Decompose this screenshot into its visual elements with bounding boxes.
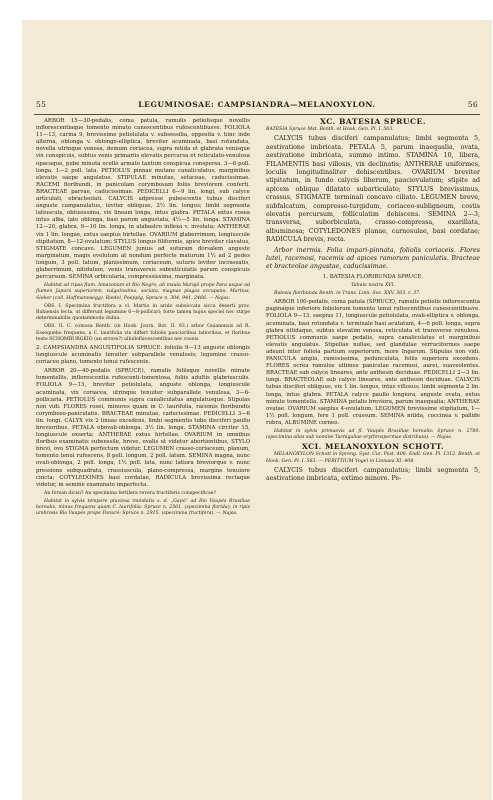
habitat-note-2: Habitat in sylvis tempore pluviosa inundatis s. d. „Gapó“ ad Rio Vaupés Brasiliae borealis, minus frequens quam C. laurifolia: Spruce n. 2561. (specimina florida); in ripis umbrosis Rio Vaupés prope Panuré: Spruce n. 2915. (specimina fructifera). — Najas. (36, 499, 250, 517)
query-note: An forsan dicisi? An specimina fertilera revera fructiferis conspecificae? (44, 490, 217, 496)
running-header (36, 100, 478, 109)
genus-diagnosis-2: CALYCIS tubus disciferi campanulatus; limbi segmenta 5, aestivatione imbricata, extimo minore. Pe- (266, 466, 480, 483)
plate-reference: Tabula nostra XVI. (350, 282, 396, 288)
genus-diagnosis: CALYCIS tubus disciferi campanulatus; limbi segmenta 5, aestivatione imbricata. PETALA 5, parum inaequalia, ovata, aestivatione imbricata, summo intimo. STAMINA 10, libera, FILAMENTIS basi villosis, vix declinatis; ANTHERAE uniformes, loculis longitudinaliter dehiscentibus. OVARIUM breviter stipitatum, in fundo calycis liberum, pauciovulatum; stipite ad apicem oblique dilatato subarticulato; STYLUS brevissimus, crassus, STIGMATE terminali concavo ciliato. LEGUMEN breve, subfalcatum, compresso-turgidum, coriaceo-subligneum, costis elevatis percursum, folliculatim dehiscens. SEMINA 2—3, transversa, suborbiculata, crasso-compressa, exarillata, albuminosa; COTYLEDONES planae, carnosulae, basi cordatae; RADICULA brevis, recta. (266, 135, 480, 244)
habitat-note: Habitat ad ripas flum. Amazonum et Rio Negro, ab insula Marajó prope Para usque ad flumen Japura superiorem, vulgatissima, sociata, magnas plagas occupans: Martius, Sieber (coll. Hoffmannsegg), Riedel, Poeppig, Spruce n. 304. 941. 2466. — Najas. (36, 283, 250, 301)
running-title: LEGUMINOSAE: CAMPSIANDRA—MELANOXYLON. (138, 100, 376, 109)
habitat-note-3: Habitat in sylvis primaevis ad fl. Vaupés Brasiliae borealis: Spruce n. 2780. (specimina alias sub nomine Tachigaliae erythrospermae distributa). — Najas. (266, 428, 480, 441)
genus-heading: XC. BATESIA SPRUCE. (320, 117, 426, 126)
left-column (36, 118, 250, 520)
species-citation: Batesia floribunda Benth. in Trans. Linn. Soc. XXV. 303. t. 37. (274, 291, 421, 297)
observation-1: OBS. I. Specimina fructifera a cl. Martio in arido subsiccata sicca deserti prov. Bahiensis lecta, ut differunt legumine 6—8-pollicari; forte tamen hujus speciei nec stirpe determinabilia quodammodo dubia. (36, 303, 250, 322)
header-rule (34, 114, 480, 115)
genus-reference: BATESIA Spruce Mst. Benth. et Hook. Gen. Pl. I. 563. (266, 127, 394, 133)
page-number-right: 56 (467, 100, 478, 109)
species-description-3: ARBOR 100-pedalis, coma patula (SPRUCE), ramulis petiolis inflorescentia paginaque inferiore foliolorum tomento tenui rufescentibus canescentibusve. FOLIOLA 9—13, saepius 11, longiuscule petiolulata, ovali-elliptica v. oblonga, acuminata, basi rotundata v. terminale basi acutatum, 4—6 poll. longa, supra glabra nitidaque, subtus elevatim venosa, reticulata et transverse venulosa. PETIOLUS communis saepe pedalis, supra canaliculatus et marginibus elevatis angulatus. Stipellae nullae, sed glandulae verruciformes saepe adsunt inter foliola partium superiorum, more Ingarum. Stipulas non vidi. PANICULA ampla, ramosissima, pedunculata, foliis superiora excedens. FLORES ocrea ramulos ultimos paniculae racemosi, aurei, suaveolentes. BRACTEAE sub calyce lineares, ante anthesin deciduae. PEDICELLI 2—3 lin. longi. BRACTEOLAE sub calyce lineares, ante anthesin deciduae. CALYCIS tubus disciferi obliquus, vix 1 lin. longus, intus villosus; limbi segmenta 2 lin. longa, intus glabra. PETALA calyce paullo longiora, anguste ovata, extus minute tomentella. STAMINA petalis breviora, parum inaequalia; ANTHERAE ovatae. OVARIUM saepius 4-ovulatum. LEGUMEN brevissime stipitatum, 1—1½ poll. longum, fere 1 poll. crassum. SEMINA nitida, coccinea v. pallide rubra, ALBUMINE corneo. (266, 299, 480, 426)
genus-summary: Arbor inermis. Folia impari-pinnata, foliolis coriaceis. Flores lutei, racemosi, racemis ad apices ramorum paniculatis. Bracteae et bracteolae angustae, caducissimae. (266, 246, 480, 271)
page-number-left: 55 (36, 100, 47, 109)
genus-reference-2: MELANOXYLON Schott in Spreng. Syst. Cur. Post. 406. Endl. Gen. Pl. 1312. Benth. et Hook. Gen. Pl. I. 563. — PERITTIUM Vogel in Linnaea XI. 408. (266, 452, 480, 464)
observation-2: OBS. II. C. comosa Benth. (in Hook. Journ. Bot. II. 93.) arbor Guianensis ad R. Essequebo frequens, a C. laurifolia vix differt foliolis paucioribus latioribus, et floribus teste SCHOMBURGKIO (an errore?) albidoflavescentibus nec roseis. (36, 324, 250, 342)
book-page (22, 20, 492, 800)
right-column (266, 118, 480, 486)
species-title: 1. BATESIA FLORIBUNDA SPRUCE. (322, 273, 424, 280)
species-description-2: ARBOR 20—40-pedalis (SPRUCE), ramulis foliisque novellis minute tomentellis, inflorescentia rufescenti-tomentosa, foliis adultis glabriusculis. FOLIOLA 9—13, breviter petiolulata, anguste oblonga, longiuscule acuminata, vix coriacea, utrinque tenuiter subparallele venulosa, 3—6-pollicaria. PETIOLUS communis supra canaliculatus angulatusque. Stipulas non vidi. FLORES rosei, minores quam in C. laurifolia, racemis floribundis corymboso-paniculatis. BRACTEAE minutae, caducissimae. PEDICELLI 3—6 lin. longi. CALYX vix 2 lineas excedens, limbi segmentis tubo disciferi paullo brevioribus. PETALA obovali-oblonga, 3½ lin. longa. STAMINA circiter 15, longiuscule exserta; ANTHERAE extus hirtellae. OVARIUM in omnibus floribus examinatis subsessile, breve, ovalis ut videtur abortientibus, STYLO brevi, ovo STIGMA perfectum videtur. LEGUMEN crasso-coriaceum, planum, tomento tenui rufescens, 8 poll. longum, 2 poll. latum. SEMINA magna, nunc ovali-oblonga, 2 poll. longa, 1½ poll. lata, nunc latiora breviorque v. nunc pressione subquadrata, crassiuscula, plano-compressa, margine tenuiore cincta; COTYLEDONES basi cordatae, RADICULA brevissima rectaque videtur, in semine examinato imperfecta. (36, 368, 250, 488)
genus-heading-2: XCI. MELANOXYLON SCHOTT. (301, 442, 445, 452)
species-heading: 2. CAMPSIANDRA ANGUSTIFOLIA SPRUCE: foliolis 9—13 anguste oblongis longiuscule acuminatis tenuiter subparallele venulosis; legumine crasso-coriaceo plano, tomento tenui rufescente. (36, 344, 250, 366)
species-description: ARBOR 15—30-pedalis, coma patula, ramulis petiolisque novellis inflorescentiaque tomento minuto canescentibus rufescentibusve. FOLIOLA 11—13, carina 9, brevissime petiolulata v. subsessilia, opposita v. hinc inde alterna, oblonga v. oblongo-elliptica, breviter acuminata, basi rotundata, novella utrinque venosa, demum coriacea, supra nitida et glabrata venisque vix conspicuis, subtus venis primariis elevatis percursa et reticulato-venulosa opacaque, pube minuta ocello armato tantum conspicua conspersa, 3—6 poll. longa, 1—2 poll. lata. PETIOLUS pinnae mutans canaliculatus, marginibus elevatis saepe angulatus. STIPULAE minutae, setaceae, caducissimae. RACEMI floribundi, in paniculam corymbosam foliis breviorem conferti. BRACTEAE parvae, caducissimae. PEDICELLI 6—9 lin. longi, sub calyce articulati, ebracteolati. CALYCIS adpresse pubescentis tubus disciferi anguste campanulatus, leviter obliquus, 2½ lin. longus; limbi segmenta latiuscula, obtusissima, vix lineam longa, intus glabra. PETALA extus rosea intus alba, late oblonga, basi parum angustata, 4½—5 lin. longa. STAMINA 12—20, glabra, 9—10 lin. longa, in alabastro inflexa v. involuta; ANTHERAE vix 1 lin. longae, extus saepius hirtellae. OVARIUM glaberrimum, longiuscule stipitatum, 8—12-ovulatum; STYLUS longus filiformis, apice breviter clavatus, STIGMATE concavo. LEGUMEN junius ad suturam dorsalem anguste marginatum, magis evolutum at nondum perfecte maturum 1½ ad 2 pedes longum, 3 poll. latum, planissimum, coriaceum, suturis leviter incrassatis, glaberrimum, nitidulum, venis transversis subreticulatis parum conspicuis percursum. SEMINA orbicularia, compressissima, marginata. (36, 118, 250, 281)
